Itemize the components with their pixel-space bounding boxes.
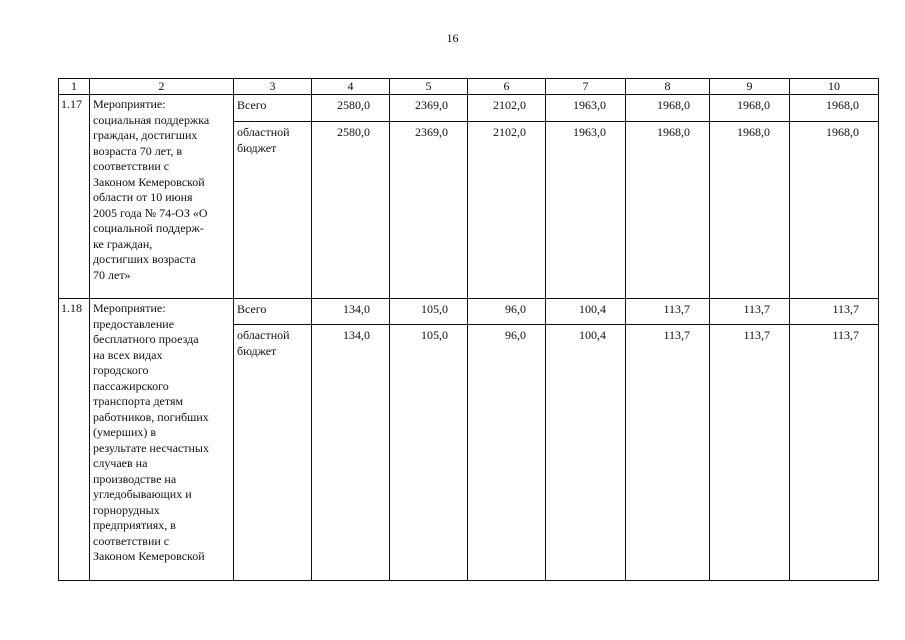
description-line: результате несчастных (93, 440, 209, 455)
funding-source-label: областной (237, 328, 290, 342)
value-cell: 113,7 (790, 325, 879, 581)
value-cell: 100,4 (546, 299, 626, 325)
page-number: 16 (446, 31, 459, 45)
column-header: 10 (790, 79, 879, 95)
description-line: социальной поддерж- (93, 221, 204, 235)
row-number: 1.17 (59, 95, 90, 299)
value-cell: 1968,0 (790, 95, 879, 122)
value-cell: 2580,0 (312, 122, 390, 299)
value-cell: 1963,0 (546, 95, 626, 122)
column-header: 4 (312, 79, 390, 95)
value-cell: 100,4 (546, 325, 626, 581)
column-header: 5 (390, 79, 468, 95)
value-cell: 1968,0 (710, 122, 790, 299)
column-header: 1 (59, 79, 90, 95)
description-line: граждан, достигших (93, 128, 198, 142)
value-cell: 2102,0 (468, 95, 546, 122)
description-line: достигших возраста (93, 252, 196, 266)
value-cell: 1968,0 (710, 95, 790, 122)
description-line: предоставление (93, 316, 175, 331)
description-line: случаев на (93, 456, 148, 470)
description-line: предприятиях, в (93, 518, 176, 532)
funding-source (234, 122, 312, 299)
description-line: соответствии с (93, 159, 170, 173)
description-line: производстве на (93, 471, 177, 486)
funding-source (234, 95, 312, 122)
row-number: 1.18 (59, 299, 90, 581)
measure-description (90, 95, 234, 299)
table-row (59, 299, 879, 325)
column-header: 2 (90, 79, 234, 95)
funding-source (234, 325, 312, 581)
funding-source-label: бюджет (237, 343, 277, 358)
value-cell: 1968,0 (626, 122, 710, 299)
column-header: 3 (234, 79, 312, 95)
column-header: 9 (710, 79, 790, 95)
value-cell: 113,7 (626, 325, 710, 581)
description-line: 70 лет» (93, 267, 131, 282)
column-header: 6 (468, 79, 546, 95)
value-cell: 96,0 (468, 325, 546, 581)
description-line: пассажирского (93, 378, 169, 393)
description-line: области от 10 июня (93, 190, 193, 204)
value-cell: 2580,0 (312, 95, 390, 122)
value-cell: 113,7 (790, 299, 879, 325)
description-line: на всех видах (93, 347, 163, 362)
value-cell: 1968,0 (790, 122, 879, 299)
description-line: соответствии с (93, 533, 170, 548)
budget-table (58, 78, 879, 581)
value-cell: 1963,0 (546, 122, 626, 299)
value-cell: 105,0 (390, 325, 468, 581)
column-header: 7 (546, 79, 626, 95)
description-line: ке граждан, (93, 236, 153, 251)
description-line: 2005 года № 74-ОЗ «О (93, 205, 208, 220)
column-number-row (59, 79, 879, 95)
value-cell: 105,0 (390, 299, 468, 325)
funding-source-label: Всего (237, 98, 267, 112)
description-line: Мероприятие: (93, 301, 166, 315)
value-cell: 1968,0 (626, 95, 710, 122)
description-line: социальная поддержка (93, 112, 210, 127)
column-header: 8 (626, 79, 710, 95)
value-cell: 2102,0 (468, 122, 546, 299)
description-line: Мероприятие: (93, 97, 166, 111)
description-line: Законом Кемеровской (93, 549, 205, 563)
description-line: городского (93, 363, 149, 377)
value-cell: 134,0 (312, 325, 390, 581)
description-line: (умерших) в (93, 425, 157, 439)
table-row (59, 95, 879, 122)
value-cell: 2369,0 (390, 122, 468, 299)
description-line: бесплатного проезда (93, 332, 199, 346)
measure-description (90, 299, 234, 581)
description-line: транспорта детям (93, 394, 184, 408)
description-line: возраста 70 лет, в (93, 143, 183, 158)
funding-source (234, 299, 312, 325)
description-line: работников, погибших (93, 409, 209, 424)
description-line: угледобывающих и (93, 487, 192, 501)
value-cell: 113,7 (626, 299, 710, 325)
funding-source-label: Всего (237, 302, 267, 316)
value-cell: 134,0 (312, 299, 390, 325)
value-cell: 113,7 (710, 299, 790, 325)
funding-source-label: областной (237, 125, 290, 139)
description-line: горнорудных (93, 502, 160, 517)
value-cell: 113,7 (710, 325, 790, 581)
value-cell: 96,0 (468, 299, 546, 325)
description-line: Законом Кемеровской (93, 174, 205, 189)
funding-source-label: бюджет (237, 140, 277, 155)
value-cell: 2369,0 (390, 95, 468, 122)
